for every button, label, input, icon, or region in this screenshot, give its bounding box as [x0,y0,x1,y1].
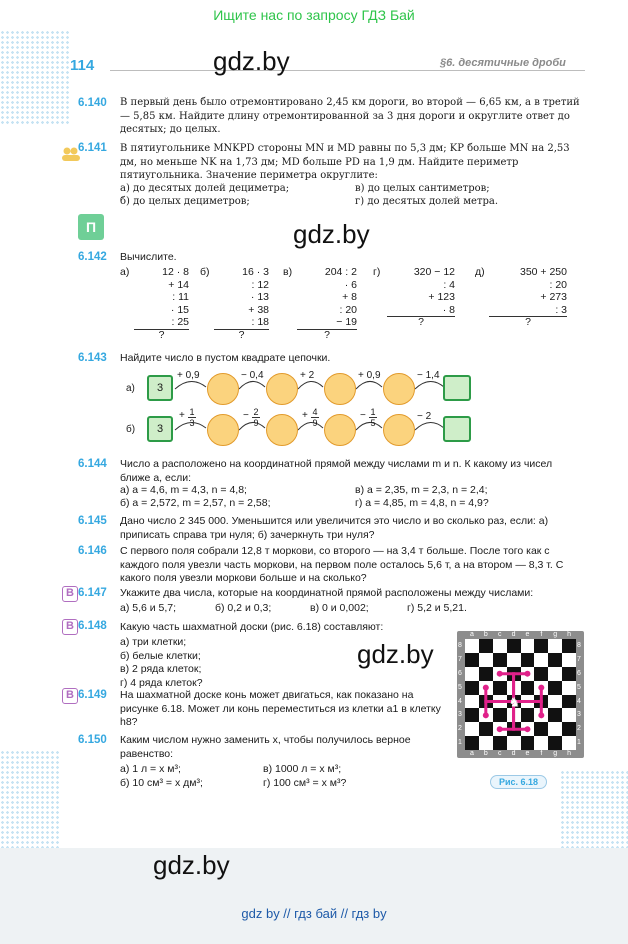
option: г) 4 ряда клеток? [120,676,203,689]
problem-number: 6.149 [78,689,107,701]
level-badge: В [62,586,78,602]
level-badge: В [62,688,78,704]
problem-text: В пятиугольнике MNKPD стороны MN и MD равны по 5,3 дм; KP больше MN на 2,53 дм, но меньше NK на 1,73 дм; MD больше PD на 1,9 дм. Найдите периметр пятиугольника. Значение периметра округлите: [120,143,570,181]
file-label: h [567,631,572,638]
file-label: b [483,631,488,638]
chain-a-circle [207,373,239,405]
chain-a-op: + 0,9 [358,370,381,381]
calc-step: 12 · 8 [162,266,189,278]
rank-label: 3 [458,711,462,719]
rank-label: 6 [577,669,581,677]
file-label: c [497,631,502,638]
header-rule [110,70,585,71]
chain-a-op: + 0,9 [177,370,200,381]
rank-label: 7 [577,655,581,663]
chain-b-op-num: 4 [312,407,318,417]
watermark: gdz.by [213,46,290,76]
watermark: gdz.by [357,639,434,669]
calc-step: + 14 [168,278,189,291]
calc-result: ? [324,329,330,341]
problem-number: 6.144 [78,458,107,470]
option: б) a = 2,572, m = 2,57, n = 2,58; [120,497,271,509]
option: в) 1000 л = x м³; [263,763,342,775]
chain-b-op-den: 9 [253,418,259,428]
rank-label: 4 [577,697,581,705]
calc-result: ? [158,329,165,341]
file-label: e [525,631,530,638]
problem-number: 6.150 [78,734,107,746]
option: а) три клетки; [120,636,187,648]
calc-step: 16 · 3 [242,266,269,278]
calc-step: : 20 [549,278,567,291]
calc-step: : 11 [172,291,189,304]
problem-text: В первый день было отремонтировано 2,45 км дороги, во второй — 6,65 км, а в третий — 5,85 км. Найдите длину отремонтированной за 3 дня дороги и округлите ответ до десятых; до целых. [120,97,580,135]
option: в) a = 2,35, m = 2,3, n = 2,4; [355,484,488,496]
banner-text: Ищите нас по запросу ГДЗ Бай [213,7,415,23]
chain-a-op: − 1,4 [417,370,440,381]
knight-move-target [524,726,530,732]
chain-b-start-box: 3 [147,416,173,442]
chain-a-circle [266,373,298,405]
file-label: g [553,750,558,757]
problem-text: На шахматной доске конь может двигаться, как показано на рисунке 6.18. Может ли конь переместиться из клетки a1 в клетку h8? [120,689,441,728]
rank-label: 3 [577,711,581,719]
section-title: §6. десятичные дроби [440,57,566,69]
calc-step: : 18 [214,316,269,330]
dot-pattern-bottom-right [560,770,628,848]
problem-number: 6.143 [78,352,107,364]
knight-move-target [538,712,544,718]
chain-b-op-den: 3 [189,418,195,428]
calc-step: + 123 [428,291,455,304]
chain-b-answer-box [443,416,471,442]
chain-b-op: − 2 [417,411,432,422]
option: б) до целых дециметров; [120,196,250,207]
rank-label: 5 [577,683,581,691]
rank-label: 8 [577,642,581,649]
calc-label: г) [373,266,381,278]
calc-step: 350 + 250 [519,266,567,278]
option: а) 5,6 и 5,7; [120,602,177,614]
problem-number: 6.145 [78,515,107,527]
chain-a-circle [383,373,415,405]
problem-number: 6.146 [78,545,107,557]
calc-step: + 8 [342,291,357,304]
chain-a-label: а) [126,383,135,394]
chain-b-op-den: 9 [312,418,318,428]
problem-number: 6.142 [78,251,107,263]
level-badge: В [62,619,78,635]
option: а) до десятых долей дециметра; [120,183,290,194]
chain-b-label: б) [126,424,136,435]
file-label: c [497,750,502,757]
problem-number: 6.147 [78,587,107,599]
calc-step: + 38 [248,303,269,316]
calc-label: в) [283,266,293,278]
calc-step: 320 − 12 [413,266,455,278]
chain-b-circle [207,414,239,446]
file-label: a [469,631,474,638]
chain-b-circle [266,414,298,446]
calc-result: ? [525,316,531,329]
calc-result: ? [238,329,245,341]
knight-move-arrows [465,639,576,750]
chain-a-answer-box [443,375,471,401]
top-banner [0,0,628,30]
problem-text: Укажите два числа, которые на координатной прямой расположены между числами: [120,587,534,599]
chain-b-circle [324,414,356,446]
problem-number: 6.140 [78,97,107,109]
calc-step: 204 : 2 [324,266,357,278]
chessboard-figure [457,631,584,758]
chain-b-op-den: 5 [370,418,376,428]
knight-move-target [497,671,503,677]
option: б) 0,2 и 0,3; [215,602,272,614]
footer-links: gdz by // гдз бай // гдз by [241,906,387,921]
rank-label: 2 [458,725,462,733]
option: в) до целых сантиметров; [355,183,490,194]
calc-result: ? [418,316,424,329]
chain-b-circle [383,414,415,446]
calc-step: : 3 [489,304,567,318]
file-label: b [483,750,488,757]
calc-step: : 20 [339,303,357,316]
calc-step: + 273 [540,291,567,304]
file-label: d [511,631,516,638]
knight-move-target [538,685,544,691]
calc-step: : 12 [251,278,269,291]
option: а) a = 4,6, m = 4,3, n = 4,8; [120,484,247,496]
problem-text: Какую часть шахматной доски (рис. 6.18) составляют: [120,621,384,633]
watermark: gdz.by [153,850,230,880]
file-label: f [540,631,543,638]
rank-label: 1 [577,739,581,747]
file-label: g [553,631,558,638]
rank-label: 8 [458,642,462,649]
chain-b-op-num: 1 [189,407,195,417]
knight-move-target [497,726,503,732]
chain-b-op-num: 2 [253,407,259,417]
chain-a-circle [324,373,356,405]
rank-label: 5 [458,683,462,691]
rank-label: 1 [458,739,462,747]
rank-label: 4 [458,697,462,705]
problem-text: С первого поля собрали 12,8 т моркови, со второго — на 3,4 т больше. После того как с каждого поля увезли часть моркови, на первом поле осталось 5,6 т, а на втором — 8,3 т. С какого поля увезли моркови больше и на сколько? [120,545,564,584]
problem-text: Найдите число в пустом квадрате цепочки. [120,352,331,364]
option: г) a = 4,85, m = 4,8, n = 4,9? [355,497,489,509]
calc-label: б) [200,266,210,278]
rank-label: 6 [458,669,462,677]
option: г) до десятых долей метра. [355,196,499,207]
file-label: d [511,750,516,757]
file-label: e [525,750,530,757]
page-number: 114 [70,57,95,74]
problem-text: Каким числом нужно заменить x, чтобы получилось верное равенство: [120,734,411,760]
problem-text: Число a расположено на координатной прямой между числами m и n. К какому из чисел ближе a, если: [120,458,553,484]
calc-step: − 19 [297,316,357,330]
option: в) 0 и 0,002; [310,602,369,614]
calc-step: · 6 [344,278,357,291]
chain-b-op-sign: − [243,410,249,421]
problem-text: Вычислите. [120,251,177,263]
figure-caption: Рис. 6.18 [490,775,547,789]
dot-pattern-top-left [0,30,70,125]
file-label: a [469,750,474,757]
chain-b-op-sign: + [179,410,185,421]
calc-label: а) [120,266,130,278]
file-label: h [567,750,572,757]
knight-icon: ♞ [508,694,521,710]
option: а) 1 л = x м³; [120,763,181,775]
file-label: f [540,750,543,757]
puzzle-icon: П [78,214,104,240]
calc-step: : 4 [443,278,455,291]
watermark: gdz.by [293,219,370,249]
calc-step: : 25 [134,316,189,330]
calc-step: · 13 [250,291,269,304]
calc-label: д) [475,266,485,278]
chain-b-op-sign: + [302,410,308,421]
option: г) 100 см³ = x м³? [263,777,347,789]
knight-move-target [524,671,530,677]
option: б) 10 см³ = x дм³; [120,777,203,789]
option: б) белые клетки; [120,649,201,662]
problem-number: 6.148 [78,620,107,632]
rank-label: 7 [458,655,462,663]
calc-step: · 15 [170,303,189,316]
problem-number: 6.141 [78,142,107,154]
option: г) 5,2 и 5,21. [407,602,467,614]
knight-move-target [483,712,489,718]
rank-label: 2 [577,725,581,733]
problem-text: Дано число 2 345 000. Уменьшится или увеличится это число и во сколько раз, если: а) приписать справа три нуля; б) зачеркнуть три нуля? [120,515,549,541]
chain-a-op: + 2 [300,370,315,381]
chain-b-op-num: 1 [370,407,376,417]
chain-a-op: − 0,4 [241,370,264,381]
knight-move-target [483,685,489,691]
chain-a-start-box: 3 [147,375,173,401]
chain-b-op-sign: − [360,410,366,421]
calc-step: · 8 [387,304,455,318]
dot-pattern-bottom-left [0,750,60,848]
option: в) 2 ряда клеток; [120,663,202,675]
